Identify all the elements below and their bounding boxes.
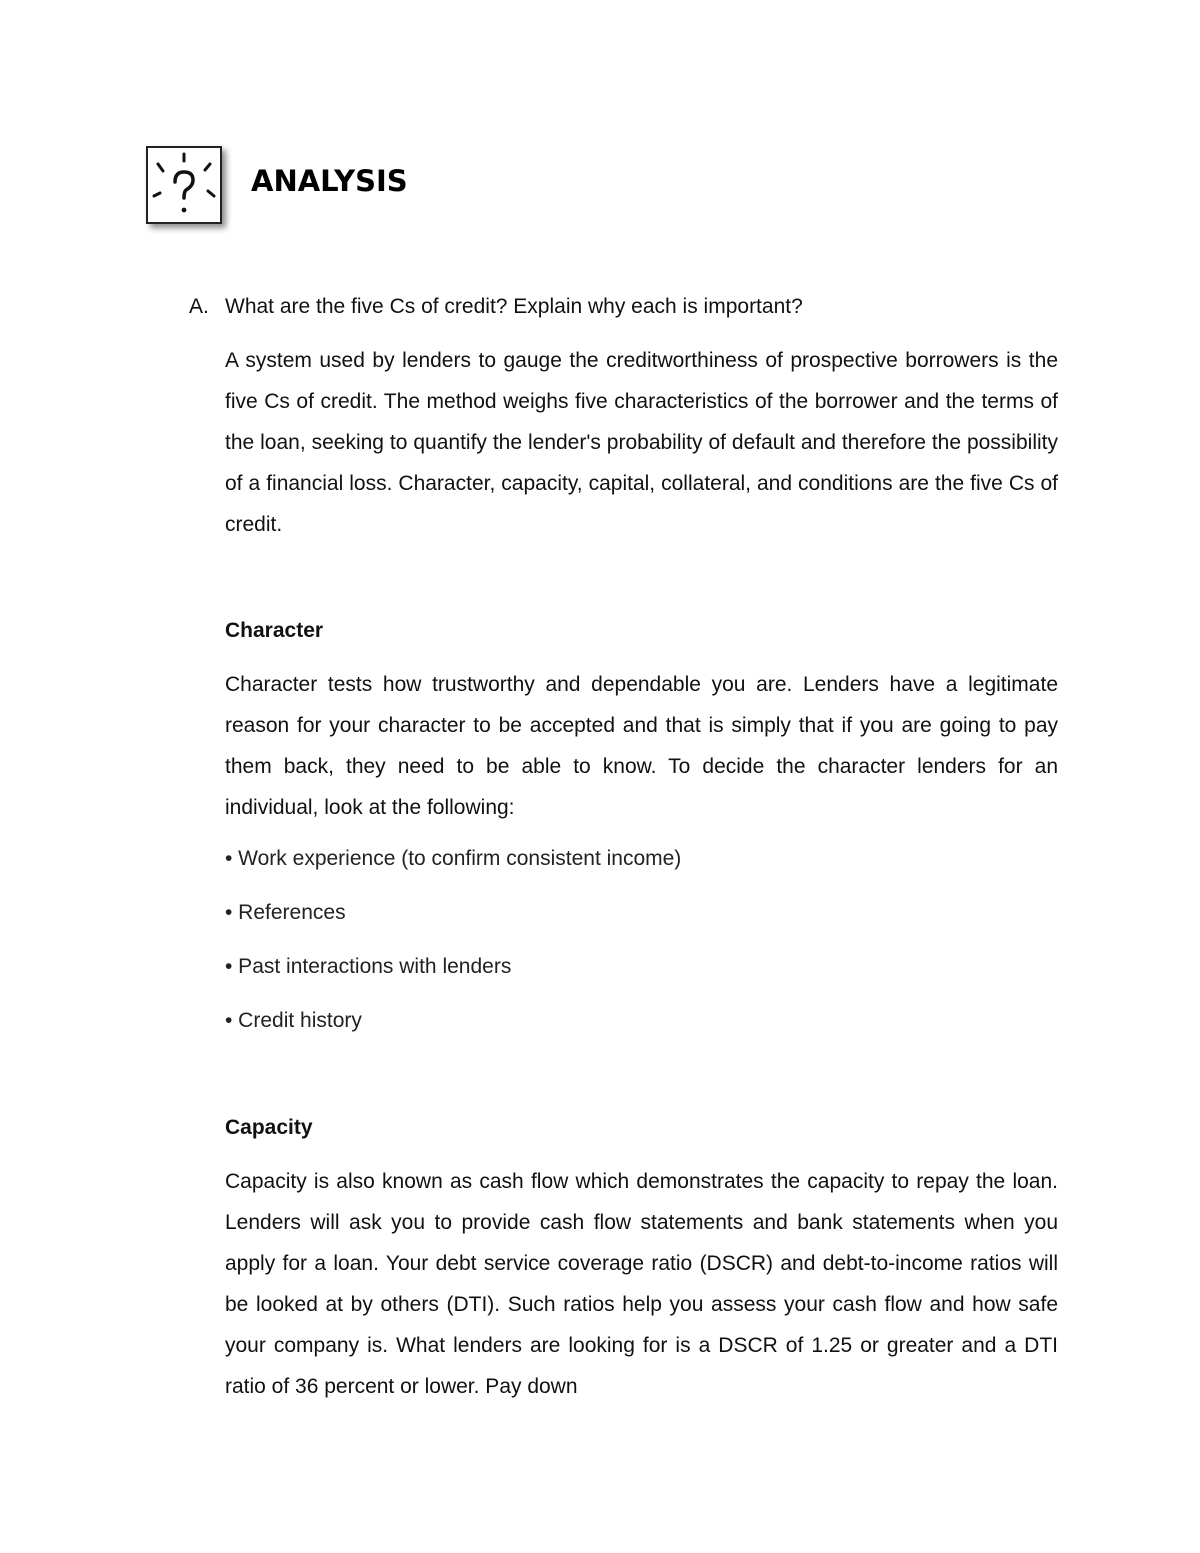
character-paragraph: Character tests how trustworthy and dependable you are. Lenders have a legitimate reason for your character to be accepted and that is simply that if you are going to pay them back, they need to be able to know. To decide the character lenders for an individual, look at the following: (225, 673, 1058, 819)
character-bullet-list (225, 845, 1058, 1061)
analysis-icon (146, 146, 222, 224)
list-item: • Credit history (225, 1009, 362, 1032)
capacity-heading: Capacity (225, 1116, 313, 1139)
question-letter: A. (189, 295, 209, 318)
character-heading: Character (225, 619, 324, 642)
question-text: What are the five Cs of credit? Explain why each is important? (225, 295, 803, 318)
list-item: • References (225, 901, 346, 924)
lightbulb-question-icon (148, 148, 220, 222)
question-a (189, 293, 1069, 321)
list-item: • Work experience (to confirm consistent income) (225, 847, 682, 870)
intro-paragraph: A system used by lenders to gauge the creditworthiness of prospective borrowers is the five Cs of credit. The method weighs five characteristics of the borrower and the terms of the loan, seeking to quantify the lender's probability of default and therefore the possibility of a financial loss. Character, capacity, capital, collateral, and conditions are the five Cs of credit. (225, 349, 1058, 536)
capacity-paragraph: Capacity is also known as cash flow which demonstrates the capacity to repay the loan. Lenders will ask you to provide cash flow statements and bank statements when you apply for a loan. Your debt service coverage ratio (DSCR) and debt-to-income ratios will be looked at by others (DTI). Such ratios help you assess your cash flow and how safe your company is. What lenders are looking for is a DSCR of 1.25 or greater and a DTI ratio of 36 percent or lower. Pay down (225, 1170, 1058, 1398)
section-title: ANALYSIS (251, 164, 408, 198)
list-item: • Past interactions with lenders (225, 955, 512, 978)
